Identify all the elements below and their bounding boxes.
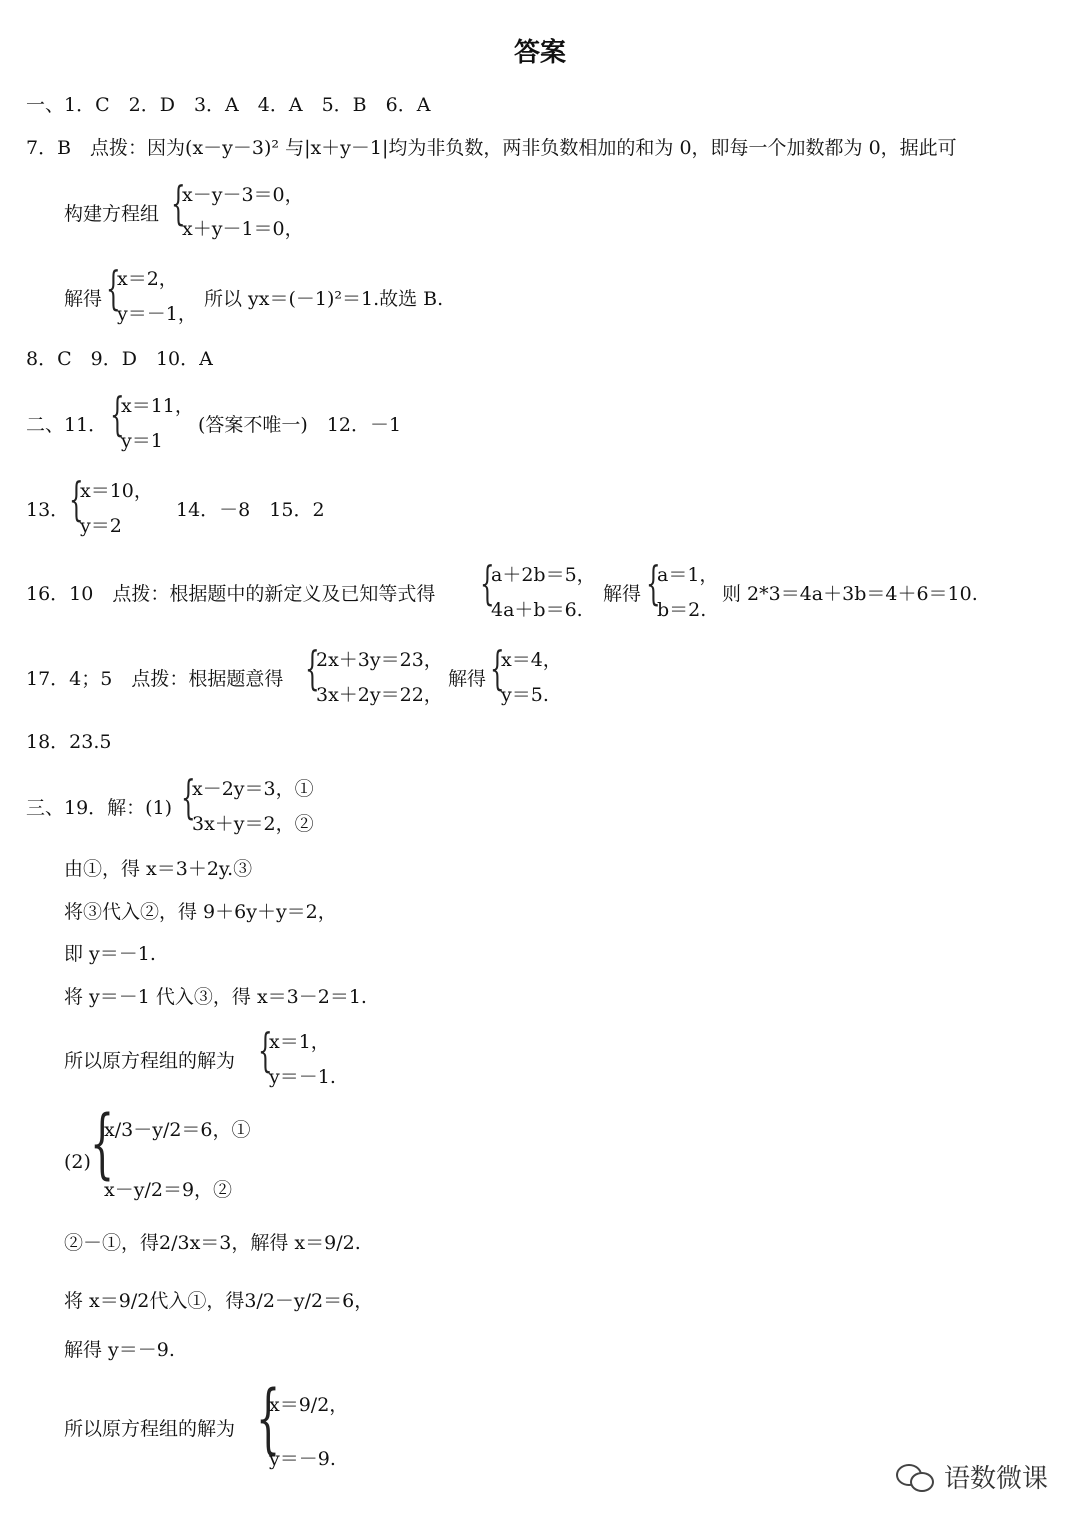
- answer-7-text: 所以 yx＝(－1)²＝1.故选 B.: [204, 288, 444, 310]
- answer-7-text: 构建方程组: [64, 203, 160, 225]
- answer-line-8-10: 8．C 9．D 10．A: [26, 348, 213, 370]
- equation: y＝－9.: [269, 1448, 336, 1470]
- equation: x＝10，: [80, 480, 153, 502]
- brace-icon: {: [256, 1373, 281, 1462]
- brace-icon: {: [181, 770, 196, 824]
- solution-step: 即 y＝－1.: [64, 943, 156, 965]
- equation: x－y－3＝0，: [182, 184, 304, 206]
- equation: y＝－1.: [269, 1066, 336, 1088]
- answer-17-text: 解得: [448, 668, 487, 690]
- equation: 3x＋2y＝22，: [316, 684, 443, 706]
- solution-step: 将③代入②，得 9＋6y＋y＝2，: [64, 901, 337, 923]
- solution-step: 所以原方程组的解为: [64, 1050, 236, 1072]
- wechat-icon: [896, 1462, 936, 1492]
- equation: x＝9/2，: [269, 1394, 349, 1416]
- answer-18: 18．23.5: [26, 731, 112, 753]
- equation: 2x＋3y＝23，: [316, 649, 443, 671]
- equation: x＝1，: [269, 1031, 330, 1053]
- equation: x＋y－1＝0，: [182, 218, 304, 240]
- answer-13: 13．: [26, 499, 70, 521]
- answer-line-7: 7．B 点拨：因为(x－y－3)² 与|x＋y－1|均为非负数，两非负数相加的和为 0，即每一个加数都为 0，据此可: [26, 137, 957, 159]
- equation: 3x＋y＝2，②: [192, 813, 314, 835]
- answer-19: 三、19．解：(1): [26, 797, 173, 819]
- equation: a＋2b＝5，: [491, 564, 596, 586]
- brace-icon: {: [480, 556, 495, 610]
- answer-16: 16．10 点拨：根据题中的新定义及已知等式得: [26, 583, 436, 605]
- brace-icon: {: [90, 1098, 115, 1187]
- solution-step: 将 x＝9/2代入①，得3/2－y/2＝6，: [64, 1290, 374, 1312]
- answer-16-text: 解得: [603, 583, 642, 605]
- watermark: [896, 1458, 1048, 1495]
- equation: x－2y＝3，①: [192, 778, 314, 800]
- answer-11: 二、11．: [26, 414, 108, 436]
- equation: y＝2: [80, 515, 122, 537]
- brace-icon: {: [69, 472, 84, 526]
- answer-17: 17．4；5 点拨：根据题意得: [26, 668, 284, 690]
- equation: x＝2，: [117, 268, 178, 290]
- equation: a＝1，: [657, 564, 719, 586]
- solution-step: 解得 y＝－9.: [64, 1339, 175, 1361]
- brace-icon: {: [258, 1023, 273, 1077]
- solution-step: ②－①，得2/3x＝3，解得 x＝9/2.: [64, 1232, 361, 1254]
- equation: y＝5.: [501, 684, 549, 706]
- equation: x＝4，: [501, 649, 562, 671]
- equation: b＝2.: [657, 599, 707, 621]
- equation: x/3－y/2＝6，①: [104, 1119, 251, 1141]
- equation: x＝11，: [121, 395, 194, 417]
- brace-icon: {: [106, 261, 121, 315]
- answer-7-text: 解得: [64, 288, 103, 310]
- answer-14-15: 14．－8 15．2: [176, 499, 325, 521]
- answer-16-text: 则 2*3＝4a＋3b＝4＋6＝10.: [722, 583, 978, 605]
- solution-step: 将 y＝－1 代入③，得 x＝3－2＝1.: [64, 986, 367, 1008]
- solution-step: 由①，得 x＝3＋2y.③: [64, 858, 253, 880]
- equation: 4a＋b＝6.: [491, 599, 583, 621]
- brace-icon: {: [490, 641, 505, 695]
- watermark-text: 语数微课: [944, 1464, 1049, 1494]
- equation: y＝1: [121, 430, 163, 452]
- brace-icon: {: [305, 641, 320, 695]
- brace-icon: {: [646, 556, 661, 610]
- equation: x－y/2＝9，②: [104, 1179, 233, 1201]
- equation: y＝－1，: [117, 303, 197, 325]
- solution-step: 所以原方程组的解为: [64, 1418, 236, 1440]
- page-title: 答案: [513, 38, 566, 68]
- answer-line-1-6: 一、1．C 2．D 3．A 4．A 5．B 6．A: [26, 94, 431, 116]
- brace-icon: {: [171, 176, 186, 230]
- brace-icon: {: [110, 387, 125, 441]
- part-2-label: (2): [64, 1151, 91, 1173]
- answer-11-12: (答案不唯一) 12．－1: [198, 414, 402, 436]
